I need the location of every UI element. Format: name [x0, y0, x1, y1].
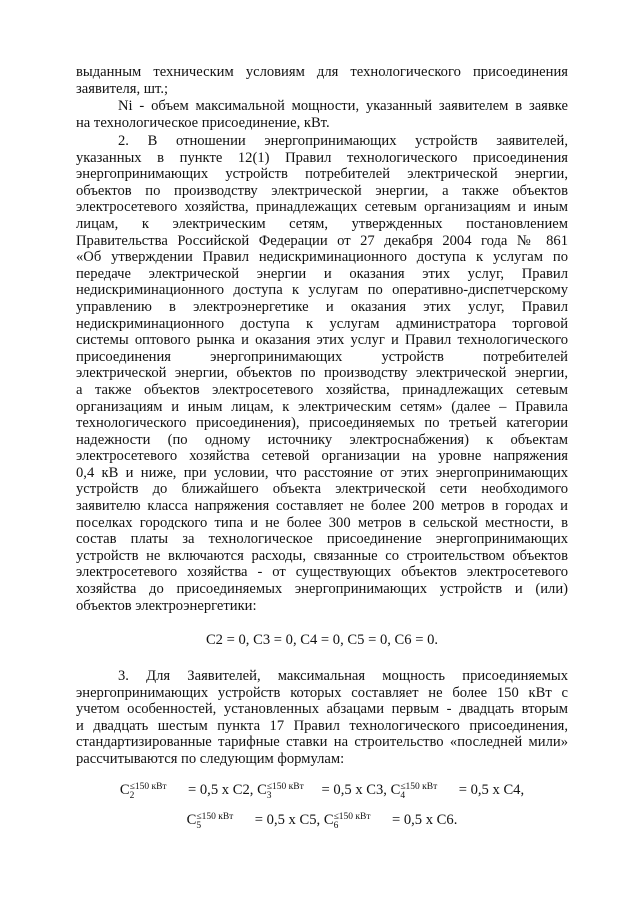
text-line: 0,4 кВ и ниже, при условии, что расстояние от этих энергопринимающих	[76, 464, 568, 481]
text-line: выданным техническим условиям для технологического присоединения	[76, 64, 568, 80]
text-line: электросетевого хозяйства, принадлежащих сетевым организациям и иным	[76, 199, 568, 216]
text-line: организациям и иным лицам, к электрическим сетям» (далее – Правила	[76, 398, 568, 415]
text-line: электрической энергии, объектов по производству электрической энергии,	[76, 365, 568, 382]
formula-term: $C^{\le 150 кВт}_4 = 0,5$ x C4,	[390, 782, 525, 801]
text-line: заявителя, шт.;	[76, 80, 169, 97]
text-line: объектов электроэнергетики:	[76, 597, 257, 614]
text-line: электросетевого хозяйства сетевой организации на уровне напряжения	[76, 448, 568, 465]
text-line: технологического присоединения), присоединяемых по третьей категории	[76, 415, 568, 432]
text-line: лицам, к электрическим сетям, утвержденных постановлением	[76, 215, 568, 232]
formula-150kw-row-2	[76, 812, 568, 831]
text-line: заявителю класса напряжения составляет не более 200 метров в городах и	[76, 498, 568, 515]
text-line: Правительства Российской Федерации от 27 декабря 2004 года № 861	[76, 232, 568, 249]
formula-term: $C^{\le 150 кВт}_5 = 0,5$ x C5,	[186, 812, 324, 831]
text-line: стандартизированные тарифные ставки на строительство «последней мили»	[76, 734, 568, 751]
text-line: электросетевого хозяйства - от существующих объектов электросетевого	[76, 564, 568, 581]
formula-150kw-row-1	[76, 782, 568, 801]
text-line: устройств до ближайшего объекта электрической сети необходимого	[76, 481, 568, 498]
paragraph-definition-continued	[76, 64, 568, 97]
formula-zero-rates: C2 = 0, C3 = 0, C4 = 0, C5 = 0, C6 = 0.	[205, 632, 439, 648]
text-line: на технологическое присоединение, кВт.	[76, 114, 330, 131]
text-line: присоединения энергопринимающих устройств потребителей	[76, 348, 568, 365]
text-line: учетом особенностей, установленных абзацами первым - двадцать вторым	[76, 701, 568, 718]
paragraph-ni-definition	[76, 98, 568, 131]
text-line: и двадцать шестым пункта 17 Правил технологического присоединения,	[76, 717, 568, 734]
paragraph-item-2	[76, 133, 568, 614]
text-line: указанных в пункте 12(1) Правил технологического присоединения	[76, 149, 568, 166]
text-line: энергопринимающих устройств которых составляет не более 150 кВт с	[76, 684, 568, 701]
text-line: состав платы за технологическое присоединение энергопринимающих	[76, 531, 568, 548]
text-line: объектов по производству электрической энергии, а также объектов	[76, 182, 568, 199]
text-line: передаче электрической энергии и оказания этих услуг, Правил	[76, 265, 568, 282]
formula-term: $C^{\le 150 кВт}_3 = 0,5$ x C3,	[257, 782, 391, 801]
text-line: а также объектов электросетевого хозяйства, принадлежащих сетевым	[76, 381, 568, 398]
formula-term: $C^{\le 150 кВт}_6 = 0,5$ x C6.	[323, 812, 458, 831]
text-line: 3. Для Заявителей, максимальная мощность присоединяемых	[118, 668, 568, 684]
text-line: 2. В отношении энергопринимающих устройств заявителей,	[118, 133, 568, 149]
text-line: хозяйства до присоединяемых энергопринимающих устройств и (или)	[76, 581, 568, 598]
text-line: управлению в электроэнергетике и оказания этих услуг, Правил	[76, 298, 568, 315]
text-line: рассчитываются по следующим формулам:	[76, 750, 345, 767]
paragraph-item-3	[76, 668, 568, 768]
text-line: недискриминационного доступа к услугам по оперативно-диспетчерскому	[76, 282, 568, 299]
text-line: устройств не включаются расходы, связанные со строительством объектов	[76, 547, 568, 564]
text-line: системы оптового рынка и оказания этих услуг и Правил технологического	[76, 332, 568, 349]
text-line: энергопринимающих устройств потребителей электрической энергии,	[76, 166, 568, 183]
formula-term: $C^{\le 150 кВт}_2 = 0,5$ x C2,	[119, 782, 258, 801]
text-line: Ni - объем максимальной мощности, указанный заявителем в заявке	[118, 98, 568, 114]
text-line: надежности (по одному источнику электроснабжения) к объектам	[76, 431, 568, 448]
text-line: поселках городского типа и не более 300 метров в сельской местности, в	[76, 514, 568, 531]
text-line: недискриминационного доступа к услугам администратора торговой	[76, 315, 568, 332]
text-line: «Об утверждении Правил недискриминационного доступа к услугам по	[76, 249, 568, 266]
